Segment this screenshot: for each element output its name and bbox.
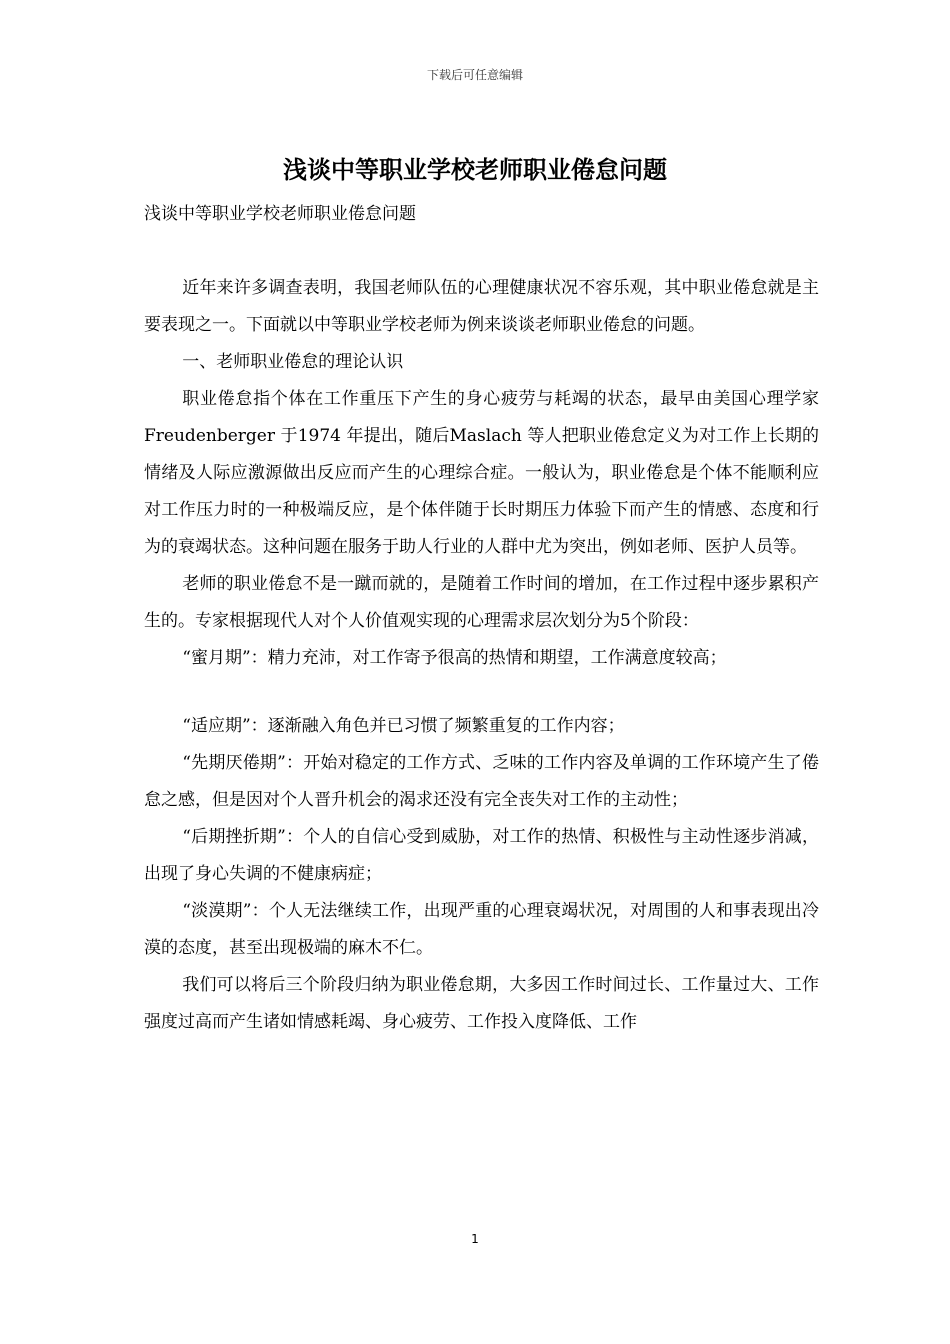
paragraph-intro: 近年来许多调查表明，我国老师队伍的心理健康状况不容乐观，其中职业倦怠就是主要表现之一。下面就以中等职业学校老师为例来谈谈老师职业倦怠的问题。 [144,278,819,335]
section-heading: 一、老师职业倦怠的理论认识 [182,352,404,372]
stage-late-frustration: “后期挫折期”：个人的自信心受到威胁，对工作的热情、积极性与主动性逐步消减，出现了身心失调的不健康病症； [144,827,819,884]
document-body [144,196,819,1041]
paragraph-summary: 我们可以将后三个阶段归纳为职业倦怠期，大多因工作时间过长、工作量过大、工作强度过高而产生诸如情感耗竭、身心疲劳、工作投入度降低、工作 [144,975,819,1032]
document-subtitle: 浅谈中等职业学校老师职业倦怠问题 [144,204,416,224]
page-number: 1 [471,1232,479,1246]
stage-early-weariness: “先期厌倦期”：开始对稳定的工作方式、乏味的工作内容及单调的工作环境产生了倦怠之感，但是因对个人晋升机会的渴求还没有完全丧失对工作的主动性； [144,753,819,810]
blank-line [144,233,819,270]
stage-apathy: “淡漠期”：个人无法继续工作，出现严重的心理衰竭状况，对周围的人和事表现出冷漠的态度，甚至出现极端的麻木不仁。 [144,901,819,958]
stage-honeymoon: “蜜月期”：精力充沛，对工作寄予很高的热情和期望，工作满意度较高； [182,648,727,668]
paragraph-stages-intro: 老师的职业倦怠不是一蹴而就的，是随着工作时间的增加，在工作过程中逐步累积产生的。专家根据现代人对个人价值观实现的心理需求层次划分为5个阶段： [144,574,819,631]
paragraph-definition: 职业倦怠指个体在工作重压下产生的身心疲劳与耗竭的状态，最早由美国心理学家Freudenberger 于1974 年提出，随后Maslach 等人把职业倦怠定义为对工作上长期的情绪及人际应激源做出反应而产生的心理综合症。一般认为，职业倦怠是个体不能顺利应对工作压力时的一种极端反应，是个体伴随于长时期压力体验下而产生的情感、态度和行为的衰竭状态。这种问题在服务于助人行业的人群中尤为突出，例如老师、医护人员等。 [144,389,819,557]
blank-line [144,677,819,708]
header-note: 下载后可任意编辑 [426,68,523,82]
document-title: 浅谈中等职业学校老师职业倦怠问题 [283,155,667,184]
stage-adaptation: “适应期”：逐渐融入角色并已习惯了频繁重复的工作内容； [182,716,625,736]
